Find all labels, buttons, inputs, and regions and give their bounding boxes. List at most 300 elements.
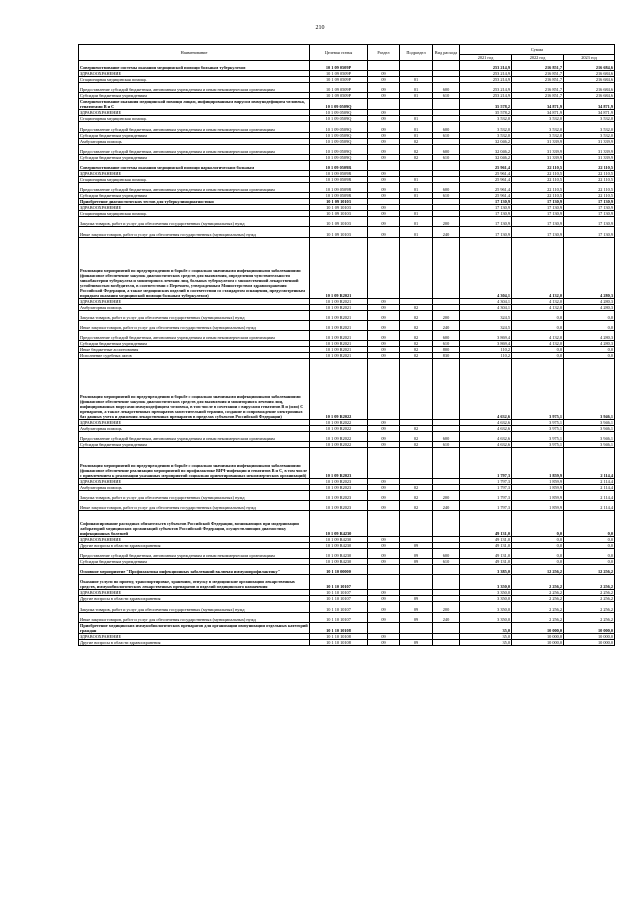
cell-target-article: 10 1 10 10108 xyxy=(310,633,368,639)
cell-section: 09 xyxy=(368,211,400,217)
cell-expense-type xyxy=(433,160,460,170)
cell-target-article: 10 1 09 0509Q xyxy=(310,138,368,144)
header-name: Наименование xyxy=(79,45,310,61)
cell-expense-type: 600 xyxy=(433,122,460,132)
cell-2021: 49 131,0 xyxy=(460,511,512,537)
cell-section: 09 xyxy=(368,144,400,154)
cell-2022: 10 000,0 xyxy=(512,622,564,633)
cell-expense-type xyxy=(433,61,460,71)
cell-subsection: 01 xyxy=(400,176,433,182)
cell-2022: 31 339,9 xyxy=(512,154,564,160)
cell-section xyxy=(368,448,400,479)
cell-target-article: 10 1 10 10108 xyxy=(310,639,368,645)
cell-section: 09 xyxy=(368,217,400,227)
cell-section xyxy=(368,359,400,420)
cell-2023: 2 256,2 xyxy=(564,575,615,590)
cell-section: 09 xyxy=(368,138,400,144)
cell-2023: 4 280,3 xyxy=(564,237,615,298)
cell-subsection: 01 xyxy=(400,217,433,227)
cell-expense-type: 200 xyxy=(433,217,460,227)
cell-expense-type: 830 xyxy=(433,353,460,359)
cell-target-article: 10 1 09 0509Q xyxy=(310,132,368,138)
cell-expense-type: 610 xyxy=(433,154,460,160)
cell-section: 09 xyxy=(368,420,400,426)
cell-2022: 4 132,0 xyxy=(512,341,564,347)
cell-2022: 2 256,2 xyxy=(512,602,564,612)
cell-target-article: 10 1 09 10103 xyxy=(310,205,368,211)
cell-subsection xyxy=(400,622,433,633)
cell-subsection xyxy=(400,61,433,71)
cell-2022: 1 859,9 xyxy=(512,490,564,500)
cell-section: 09 xyxy=(368,548,400,558)
cell-2021: 110,2 xyxy=(460,353,512,359)
cell-target-article: 10 1 10 10107 xyxy=(310,612,368,622)
cell-name: Предоставление субсидий бюджетным, автономным учреждениям и иным некоммерческим организациям xyxy=(79,144,310,154)
cell-2023: 0,0 xyxy=(564,558,615,564)
table-row xyxy=(79,622,615,633)
cell-section: 09 xyxy=(368,132,400,138)
cell-subsection: 02 xyxy=(400,432,433,442)
cell-2022: 12 256,2 xyxy=(512,564,564,574)
cell-subsection: 09 xyxy=(400,602,433,612)
cell-section xyxy=(368,575,400,590)
cell-section: 09 xyxy=(368,633,400,639)
cell-name: Иные закупки товаров, работ и услуг для обеспечения государственных (муниципальных) нужд xyxy=(79,227,310,237)
table-body xyxy=(79,61,615,646)
cell-2022: 0,0 xyxy=(512,558,564,564)
cell-name: Закупка товаров, работ и услуг для обеспечения государственных (муниципальных) нужд xyxy=(79,602,310,612)
cell-target-article: 10 1 09 0509R xyxy=(310,182,368,192)
header-sum: Сумма xyxy=(460,45,615,55)
table-row xyxy=(79,320,615,330)
cell-name: Субсидии бюджетным учреждениям xyxy=(79,558,310,564)
cell-section: 09 xyxy=(368,484,400,490)
cell-name: ЗДРАВООХРАНЕНИЕ xyxy=(79,71,310,77)
cell-target-article: 10 1 09 0509Q xyxy=(310,99,368,110)
cell-expense-type: 240 xyxy=(433,227,460,237)
cell-target-article: 10 1 09 R2021 xyxy=(310,304,368,310)
cell-2021: 35 578,2 xyxy=(460,110,512,116)
cell-2023: 17 130,9 xyxy=(564,211,615,217)
cell-2023: 0,0 xyxy=(564,542,615,548)
cell-name: Иные бюджетные ассигнования xyxy=(79,347,310,353)
cell-subsection: 01 xyxy=(400,132,433,138)
table-row xyxy=(79,310,615,320)
cell-expense-type xyxy=(433,575,460,590)
cell-2022: 22 110,5 xyxy=(512,193,564,199)
cell-target-article: 10 1 09 0509R xyxy=(310,176,368,182)
cell-2022: 31 339,9 xyxy=(512,138,564,144)
table-row xyxy=(79,122,615,132)
cell-2023: 4 280,3 xyxy=(564,304,615,310)
cell-target-article: 10 1 09 R2022 xyxy=(310,442,368,448)
cell-name: Субсидии бюджетным учреждениям xyxy=(79,442,310,448)
cell-section: 09 xyxy=(368,478,400,484)
cell-2023: 2 114,4 xyxy=(564,501,615,511)
cell-target-article: 10 1 09 R2022 xyxy=(310,420,368,426)
cell-expense-type xyxy=(433,622,460,633)
cell-subsection xyxy=(400,99,433,110)
cell-2023: 0,0 xyxy=(564,353,615,359)
cell-2021: 3 385,0 xyxy=(460,564,512,574)
cell-target-article: 10 1 10 10107 xyxy=(310,596,368,602)
cell-section: 09 xyxy=(368,558,400,564)
header-section: Раздел xyxy=(368,45,400,61)
cell-2021: 3 350,0 xyxy=(460,575,512,590)
cell-target-article: 10 1 09 0509Р xyxy=(310,61,368,71)
cell-target-article: 10 1 09 10103 xyxy=(310,199,368,205)
cell-name: ЗДРАВООХРАНЕНИЕ xyxy=(79,205,310,211)
cell-2022: 34 871,9 xyxy=(512,99,564,110)
cell-subsection: 02 xyxy=(400,426,433,432)
cell-name: Предоставление субсидий бюджетным, автономным учреждениям и иным некоммерческим организациям xyxy=(79,432,310,442)
cell-2022: 0,0 xyxy=(512,548,564,558)
cell-2022: 216 851,7 xyxy=(512,61,564,71)
cell-section: 09 xyxy=(368,71,400,77)
cell-subsection xyxy=(400,237,433,298)
cell-section: 09 xyxy=(368,83,400,93)
cell-2022: 3 975,1 xyxy=(512,359,564,420)
cell-2023: 31 339,9 xyxy=(564,144,615,154)
cell-2021: 324,5 xyxy=(460,310,512,320)
cell-2023: 3 946,1 xyxy=(564,359,615,420)
cell-2023: 22 110,5 xyxy=(564,193,615,199)
cell-name: Предоставление субсидий бюджетным, автономным учреждениям и иным некоммерческим организациям xyxy=(79,122,310,132)
cell-target-article: 10 1 09 0509Q xyxy=(310,122,368,132)
cell-section: 09 xyxy=(368,320,400,330)
cell-2022: 4 132,0 xyxy=(512,330,564,340)
table-row xyxy=(79,575,615,590)
cell-name: Иные закупки товаров, работ и услуг для обеспечения государственных (муниципальных) нужд xyxy=(79,320,310,330)
cell-2022: 3 975,1 xyxy=(512,442,564,448)
cell-2023: 0,0 xyxy=(564,548,615,558)
cell-2021: 253 214,9 xyxy=(460,83,512,93)
cell-expense-type: 800 xyxy=(433,347,460,353)
cell-subsection: 02 xyxy=(400,154,433,160)
cell-subsection: 01 xyxy=(400,93,433,99)
cell-section: 09 xyxy=(368,590,400,596)
cell-name: Иные закупки товаров, работ и услуг для обеспечения государственных (муниципальных) нужд xyxy=(79,501,310,511)
cell-name: Совершенствование системы оказания медицинской помощи наркологическим больным xyxy=(79,160,310,170)
cell-2023: 216 684,6 xyxy=(564,77,615,83)
header-year-2022: 2022 год xyxy=(512,55,564,61)
cell-section xyxy=(368,99,400,110)
cell-2022: 1 859,9 xyxy=(512,484,564,490)
table-row xyxy=(79,217,615,227)
cell-2023: 17 130,9 xyxy=(564,199,615,205)
cell-name: Реализация мероприятий по предупреждению и борьбе с социально значимыми инфекционными заболеваниями (финансовое обеспечение закупок диагностических средств для выявления и мониторинга лечения лиц, инфицированных вирусами иммунодефицита человека, в том числе в сочетании с вирусами гепатитов В и (или) С препаратов, а также лекарственных препаратов заместительной терапии, создание и сопровождение электронных баз данных учета и движения лекарственных препаратов в пределах субъектов Российской Федерации) xyxy=(79,359,310,420)
cell-2023: 0,0 xyxy=(564,320,615,330)
cell-name: Реализация мероприятий по предупреждению и борьбе с социально значимыми инфекционными заболеваниями (финансовое обеспечение закупок диагностических средств для выявления, определения чувствительности микобактерии туберкулеза и мониторинга лечения лиц, больных туберкулезом с множественной лекарственной устойчивостью возбудителя, в соответствии с Перечнем, утвержденным Министерством здравоохранения Российской Федерации, а также медицинских изделий в соответствии со стандартом оснащения, предусмотренным порядком оказания медицинской помощи больным туберкулезом) xyxy=(79,237,310,298)
cell-2022: 3 532,0 xyxy=(512,116,564,122)
cell-subsection xyxy=(400,359,433,420)
cell-2023: 2 114,4 xyxy=(564,490,615,500)
table-row xyxy=(79,359,615,420)
cell-target-article: 10 1 09 R4230 xyxy=(310,548,368,558)
table-row xyxy=(79,227,615,237)
cell-target-article: 10 1 09 R2021 xyxy=(310,341,368,347)
cell-name: Другие вопросы в области здравоохранения xyxy=(79,542,310,548)
cell-section xyxy=(368,61,400,71)
cell-section: 09 xyxy=(368,432,400,442)
cell-2021: 3 869,4 xyxy=(460,341,512,347)
table-row xyxy=(79,612,615,622)
cell-target-article: 10 1 09 R2021 xyxy=(310,237,368,298)
cell-2023: 31 339,9 xyxy=(564,138,615,144)
cell-2022: 216 851,7 xyxy=(512,83,564,93)
cell-name: Софинансирование расходных обязательств субъектов Российской Федерации, возникающих при модернизации лабораторий медицинских организаций субъектов Российской Федерации, осуществляющих диагностику инфекционных болезней xyxy=(79,511,310,537)
cell-2021: 3 350,0 xyxy=(460,602,512,612)
cell-2021: 25 961,4 xyxy=(460,182,512,192)
cell-2021: 1 797,3 xyxy=(460,448,512,479)
cell-2022: 0,0 xyxy=(512,353,564,359)
cell-expense-type xyxy=(433,359,460,420)
cell-2023: 216 684,6 xyxy=(564,61,615,71)
cell-subsection: 09 xyxy=(400,558,433,564)
cell-section: 09 xyxy=(368,182,400,192)
cell-subsection: 09 xyxy=(400,596,433,602)
cell-target-article: 10 1 10 00000 xyxy=(310,564,368,574)
table-row xyxy=(79,602,615,612)
cell-2023: 4 280,3 xyxy=(564,341,615,347)
cell-section: 09 xyxy=(368,542,400,548)
budget-table xyxy=(78,44,615,646)
cell-2022: 0,0 xyxy=(512,511,564,537)
cell-2022: 22 110,5 xyxy=(512,176,564,182)
cell-expense-type xyxy=(433,99,460,110)
cell-expense-type: 610 xyxy=(433,558,460,564)
cell-section: 09 xyxy=(368,501,400,511)
cell-2022: 17 130,9 xyxy=(512,217,564,227)
cell-2021: 35 578,2 xyxy=(460,99,512,110)
cell-name: ЗДРАВООХРАНЕНИЕ xyxy=(79,110,310,116)
cell-target-article: 10 1 10 10108 xyxy=(310,622,368,633)
table-row xyxy=(79,490,615,500)
cell-subsection: 02 xyxy=(400,353,433,359)
cell-2023: 17 130,9 xyxy=(564,205,615,211)
cell-subsection: 09 xyxy=(400,612,433,622)
cell-target-article: 10 1 09 0509Q xyxy=(310,154,368,160)
cell-section: 09 xyxy=(368,341,400,347)
cell-2023: 12 256,2 xyxy=(564,564,615,574)
table-row xyxy=(79,83,615,93)
cell-2021: 3 532,0 xyxy=(460,116,512,122)
cell-2022: 31 339,9 xyxy=(512,144,564,154)
cell-2021: 25 961,4 xyxy=(460,176,512,182)
cell-2021: 4 632,6 xyxy=(460,426,512,432)
cell-name: Субсидии бюджетным учреждениям xyxy=(79,132,310,138)
cell-name: Оказание услуги по приему, транспортировке, хранению, отпуску в медицинские организации лекарственных средств, иммунобиологических лекарственных препаратов и изделий медицинского назначения xyxy=(79,575,310,590)
cell-2021: 49 131,0 xyxy=(460,536,512,542)
cell-2022: 10 000,0 xyxy=(512,639,564,645)
cell-2023: 3 532,0 xyxy=(564,116,615,122)
cell-target-article: 10 1 09 R2022 xyxy=(310,426,368,432)
cell-2023: 3 946,1 xyxy=(564,426,615,432)
cell-subsection: 02 xyxy=(400,501,433,511)
cell-expense-type: 610 xyxy=(433,193,460,199)
cell-2023: 4 280,3 xyxy=(564,298,615,304)
cell-2023: 0,0 xyxy=(564,511,615,537)
cell-2021: 4 632,6 xyxy=(460,359,512,420)
cell-2021: 1 797,3 xyxy=(460,501,512,511)
cell-2021: 1 797,3 xyxy=(460,478,512,484)
header-expense-type: Вид расхода xyxy=(433,45,460,61)
cell-2022: 4 132,0 xyxy=(512,237,564,298)
cell-name: Предоставление субсидий бюджетным, автономным учреждениям и иным некоммерческим организациям xyxy=(79,182,310,192)
cell-2022: 4 132,0 xyxy=(512,304,564,310)
cell-section xyxy=(368,237,400,298)
cell-2021: 25 961,4 xyxy=(460,170,512,176)
cell-name: Исполнение судебных актов xyxy=(79,353,310,359)
cell-2021: 4 632,6 xyxy=(460,420,512,426)
cell-name: ЗДРАВООХРАНЕНИЕ xyxy=(79,536,310,542)
cell-name: Субсидии бюджетным учреждениям xyxy=(79,341,310,347)
cell-target-article: 10 1 09 R2021 xyxy=(310,347,368,353)
cell-target-article: 10 1 10 10107 xyxy=(310,575,368,590)
cell-2021: 253 214,9 xyxy=(460,61,512,71)
header-year-2021: 2021 год xyxy=(460,55,512,61)
cell-2022: 2 256,2 xyxy=(512,596,564,602)
cell-2021: 35,0 xyxy=(460,639,512,645)
cell-2021: 3 350,0 xyxy=(460,590,512,596)
cell-subsection: 02 xyxy=(400,310,433,320)
cell-section: 09 xyxy=(368,227,400,237)
cell-section: 09 xyxy=(368,193,400,199)
cell-target-article: 10 1 09 R4230 xyxy=(310,511,368,537)
cell-name: ЗДРАВООХРАНЕНИЕ xyxy=(79,420,310,426)
cell-2023: 2 256,2 xyxy=(564,596,615,602)
cell-2021: 17 130,9 xyxy=(460,199,512,205)
cell-2023: 22 110,5 xyxy=(564,176,615,182)
cell-expense-type: 610 xyxy=(433,341,460,347)
cell-name: ЗДРАВООХРАНЕНИЕ xyxy=(79,478,310,484)
cell-2022: 3 975,1 xyxy=(512,420,564,426)
header-target-article: Целевая статья xyxy=(310,45,368,61)
cell-target-article: 10 1 09 0509Q xyxy=(310,110,368,116)
cell-2022: 1 859,9 xyxy=(512,478,564,484)
cell-subsection: 01 xyxy=(400,83,433,93)
cell-target-article: 10 1 09 0509R xyxy=(310,193,368,199)
cell-2021: 3 350,0 xyxy=(460,612,512,622)
cell-2021: 4 304,1 xyxy=(460,298,512,304)
cell-2022: 2 256,2 xyxy=(512,590,564,596)
cell-name: Закупка товаров, работ и услуг для обеспечения государственных (муниципальных) нужд xyxy=(79,490,310,500)
cell-2021: 3 532,0 xyxy=(460,122,512,132)
cell-expense-type: 240 xyxy=(433,320,460,330)
cell-2023: 4 280,3 xyxy=(564,330,615,340)
cell-section: 09 xyxy=(368,110,400,116)
cell-2021: 4 632,6 xyxy=(460,442,512,448)
cell-section: 09 xyxy=(368,310,400,320)
cell-subsection: 02 xyxy=(400,330,433,340)
cell-name: ЗДРАВООХРАНЕНИЕ xyxy=(79,170,310,176)
cell-target-article: 10 1 09 R2021 xyxy=(310,330,368,340)
cell-2023: 34 871,9 xyxy=(564,99,615,110)
cell-subsection: 01 xyxy=(400,193,433,199)
cell-2021: 4 304,1 xyxy=(460,304,512,310)
cell-2023: 3 946,1 xyxy=(564,432,615,442)
cell-2022: 2 256,2 xyxy=(512,612,564,622)
cell-2021: 253 214,9 xyxy=(460,93,512,99)
cell-2023: 0,0 xyxy=(564,310,615,320)
cell-subsection: 01 xyxy=(400,211,433,217)
cell-name: Стационарная медицинская помощь xyxy=(79,211,310,217)
cell-2022: 0,0 xyxy=(512,542,564,548)
cell-2023: 216 684,6 xyxy=(564,93,615,99)
cell-subsection: 02 xyxy=(400,442,433,448)
cell-section: 09 xyxy=(368,353,400,359)
cell-subsection: 09 xyxy=(400,548,433,558)
cell-expense-type: 610 xyxy=(433,132,460,138)
cell-2021: 1 797,3 xyxy=(460,484,512,490)
cell-name: Закупка товаров, работ и услуг для обеспечения государственных (муниципальных) нужд xyxy=(79,310,310,320)
cell-section: 09 xyxy=(368,298,400,304)
cell-target-article: 10 1 09 0509Р xyxy=(310,71,368,77)
cell-target-article: 10 1 09 0509Р xyxy=(310,83,368,93)
cell-target-article: 10 1 09 0509Q xyxy=(310,116,368,122)
cell-subsection xyxy=(400,575,433,590)
cell-target-article: 10 1 09 R2021 xyxy=(310,353,368,359)
cell-expense-type xyxy=(433,511,460,537)
cell-name: Основное мероприятие "Профилактика инфекционных заболеваний включая иммунопрофилактику" xyxy=(79,564,310,574)
cell-2022: 4 132,0 xyxy=(512,298,564,304)
cell-name: ЗДРАВООХРАНЕНИЕ xyxy=(79,590,310,596)
cell-2022: 3 532,0 xyxy=(512,122,564,132)
cell-2023: 22 110,5 xyxy=(564,170,615,176)
table-row xyxy=(79,548,615,558)
cell-section: 09 xyxy=(368,596,400,602)
table-row xyxy=(79,330,615,340)
cell-2022: 0,0 xyxy=(512,320,564,330)
cell-name: Амбулаторная помощь xyxy=(79,484,310,490)
cell-expense-type xyxy=(433,237,460,298)
cell-subsection: 09 xyxy=(400,639,433,645)
cell-2021: 32 046,2 xyxy=(460,138,512,144)
cell-2021: 4 304,1 xyxy=(460,237,512,298)
cell-2023: 216 684,6 xyxy=(564,83,615,93)
cell-2023: 10 000,0 xyxy=(564,622,615,633)
cell-2022: 3 975,1 xyxy=(512,426,564,432)
cell-subsection: 02 xyxy=(400,484,433,490)
cell-subsection: 02 xyxy=(400,341,433,347)
cell-section: 09 xyxy=(368,602,400,612)
table-row xyxy=(79,511,615,537)
cell-2021: 25 961,4 xyxy=(460,160,512,170)
cell-name: Предоставление субсидий бюджетным, автономным учреждениям и иным некоммерческим организациям xyxy=(79,83,310,93)
cell-2022: 216 851,7 xyxy=(512,77,564,83)
cell-2022: 34 871,9 xyxy=(512,110,564,116)
cell-section xyxy=(368,622,400,633)
cell-2021: 17 130,9 xyxy=(460,211,512,217)
cell-target-article: 10 1 09 R2022 xyxy=(310,359,368,420)
cell-2023: 2 256,2 xyxy=(564,590,615,596)
cell-target-article: 10 1 09 R2023 xyxy=(310,490,368,500)
cell-2021: 49 131,0 xyxy=(460,542,512,548)
cell-section: 09 xyxy=(368,93,400,99)
cell-2021: 3 869,4 xyxy=(460,330,512,340)
cell-expense-type: 240 xyxy=(433,612,460,622)
cell-2022: 0,0 xyxy=(512,347,564,353)
cell-name: Иные закупки товаров, работ и услуг для обеспечения государственных (муниципальных) нужд xyxy=(79,612,310,622)
cell-subsection: 01 xyxy=(400,122,433,132)
cell-2023: 2 114,4 xyxy=(564,448,615,479)
cell-name: Приобретение медицинских иммунобиологических препаратов для организации иммунизации отдельных категорий граждан xyxy=(80,622,308,633)
cell-target-article: 10 1 09 R2023 xyxy=(310,501,368,511)
cell-2021: 3 350,0 xyxy=(460,596,512,602)
cell-target-article: 10 1 09 0509Р xyxy=(310,77,368,83)
table-row xyxy=(79,99,615,110)
cell-section xyxy=(368,564,400,574)
